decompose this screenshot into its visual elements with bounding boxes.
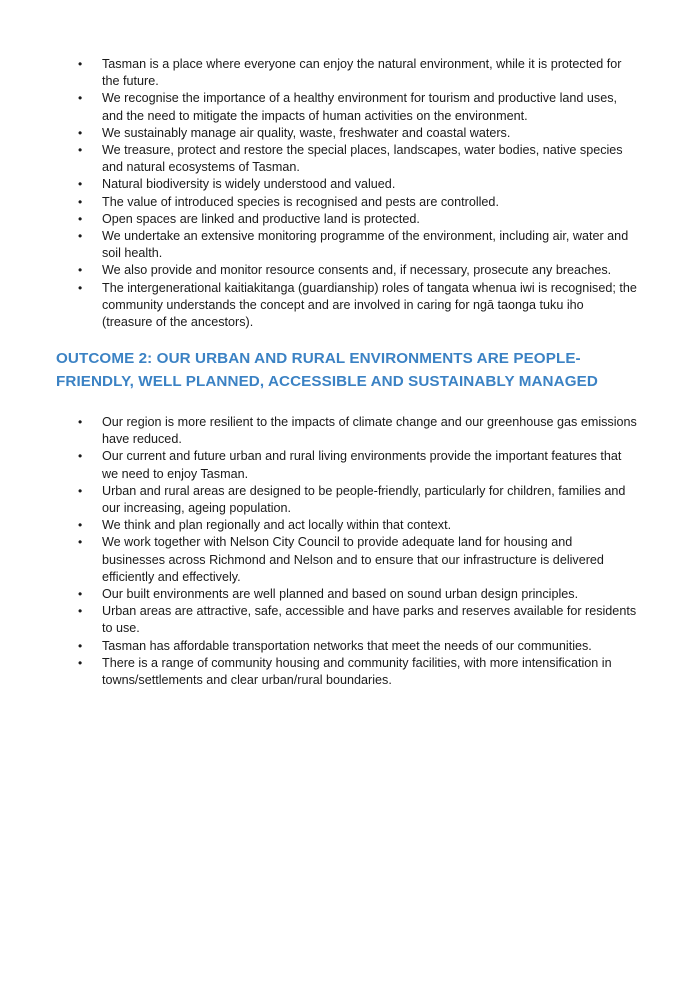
list-item bbox=[0, 638, 689, 655]
list-item-text: We think and plan regionally and act locally within that context. bbox=[102, 518, 452, 533]
outcome-2-heading bbox=[56, 348, 646, 393]
list-item-text: Our region is more resilient to the impacts of climate change and our greenhouse gas emissions have reduced. bbox=[102, 415, 637, 447]
list-item bbox=[0, 280, 689, 332]
bullet-icon: • bbox=[78, 57, 83, 71]
bullet-icon: • bbox=[78, 604, 83, 619]
bullet-icon: • bbox=[78, 194, 83, 209]
list-item-text: Open spaces are linked and productive land is protected. bbox=[102, 211, 420, 226]
list-item-text: We undertake an extensive monitoring programme of the environment, including air, water and soil health. bbox=[102, 229, 629, 261]
list-item bbox=[0, 211, 689, 228]
list-item bbox=[0, 142, 689, 176]
outcome-2-heading-line-1: OUTCOME 2: OUR URBAN AND RURAL ENVIRONMENTS ARE PEOPLE- bbox=[56, 350, 581, 367]
bullet-icon: • bbox=[78, 177, 83, 192]
list-item-text: The intergenerational kaitiakitanga (guardianship) roles of tangata whenua iwi is recognised; the community understands the concept and are involved in caring for ngā taonga tuku iho (treasure of the ancestors). bbox=[102, 280, 637, 330]
list-item-text: The value of introduced species is recognised and pests are controlled. bbox=[102, 194, 499, 209]
list-item bbox=[0, 228, 689, 262]
bullet-icon: • bbox=[78, 638, 83, 653]
bullet-icon: • bbox=[78, 91, 83, 106]
bullet-icon: • bbox=[78, 229, 83, 244]
list-item bbox=[0, 534, 689, 586]
list-item-text: There is a range of community housing and community facilities, with more intensification in towns/settlements and clear urban/rural boundaries. bbox=[102, 655, 612, 688]
bullet-icon: • bbox=[78, 211, 83, 226]
list-item-text: We sustainably manage air quality, waste, freshwater and coastal waters. bbox=[102, 125, 511, 140]
bullet-icon: • bbox=[78, 655, 83, 670]
outcome-1-bullet-list bbox=[0, 56, 689, 331]
list-item-text: Natural biodiversity is widely understood and valued. bbox=[102, 177, 396, 192]
list-item bbox=[0, 655, 689, 689]
bullet-icon: • bbox=[78, 143, 83, 158]
outcome-2-heading-line-2: FRIENDLY, WELL PLANNED, ACCESSIBLE AND SUSTAINABLY MANAGED bbox=[56, 372, 598, 390]
bullet-icon: • bbox=[78, 263, 83, 278]
list-item-text: Urban and rural areas are designed to be people-friendly, particularly for children, families and our increasing, ageing population. bbox=[102, 483, 626, 516]
bullet-icon: • bbox=[78, 415, 83, 429]
list-item bbox=[0, 176, 689, 193]
list-item-text: We also provide and monitor resource consents and, if necessary, prosecute any breaches. bbox=[102, 263, 612, 278]
list-item bbox=[0, 603, 689, 637]
list-item-text: Urban areas are attractive, safe, accessible and have parks and reserves available for residents to use. bbox=[102, 604, 637, 636]
bullet-icon: • bbox=[78, 449, 83, 464]
list-item-text: Our built environments are well planned and based on sound urban design principles. bbox=[102, 587, 579, 602]
list-item bbox=[0, 517, 689, 534]
bullet-icon: • bbox=[78, 518, 83, 533]
list-item bbox=[0, 56, 689, 90]
bullet-icon: • bbox=[78, 535, 83, 550]
list-item bbox=[0, 262, 689, 279]
list-item bbox=[0, 125, 689, 142]
list-item-text: We treasure, protect and restore the special places, landscapes, water bodies, native species and natural ecosystems of Tasman. bbox=[102, 143, 623, 175]
list-item bbox=[0, 90, 689, 124]
outcome-2-bullet-list bbox=[0, 414, 689, 689]
list-item-text: We work together with Nelson City Council to provide adequate land for housing and businesses across Richmond and Nelson and to ensure that our infrastructure is delivered efficiently and effectively. bbox=[102, 535, 604, 584]
list-item bbox=[0, 414, 689, 448]
list-item bbox=[0, 194, 689, 211]
list-item bbox=[0, 586, 689, 603]
bullet-icon: • bbox=[78, 280, 83, 295]
list-item-text: We recognise the importance of a healthy environment for tourism and productive land uses, and the need to mitigate the impacts of human activities on the environment. bbox=[102, 91, 617, 123]
bullet-icon: • bbox=[78, 125, 83, 140]
list-item-text: Tasman has affordable transportation networks that meet the needs of our communities. bbox=[102, 638, 592, 653]
list-item bbox=[0, 483, 689, 517]
bullet-icon: • bbox=[78, 483, 83, 498]
list-item-text: Our current and future urban and rural living environments provide the important features that we need to enjoy Tasman. bbox=[102, 449, 622, 481]
bullet-icon: • bbox=[78, 587, 83, 602]
list-item bbox=[0, 448, 689, 482]
list-item-text: Tasman is a place where everyone can enjoy the natural environment, while it is protected for the future. bbox=[102, 57, 622, 89]
